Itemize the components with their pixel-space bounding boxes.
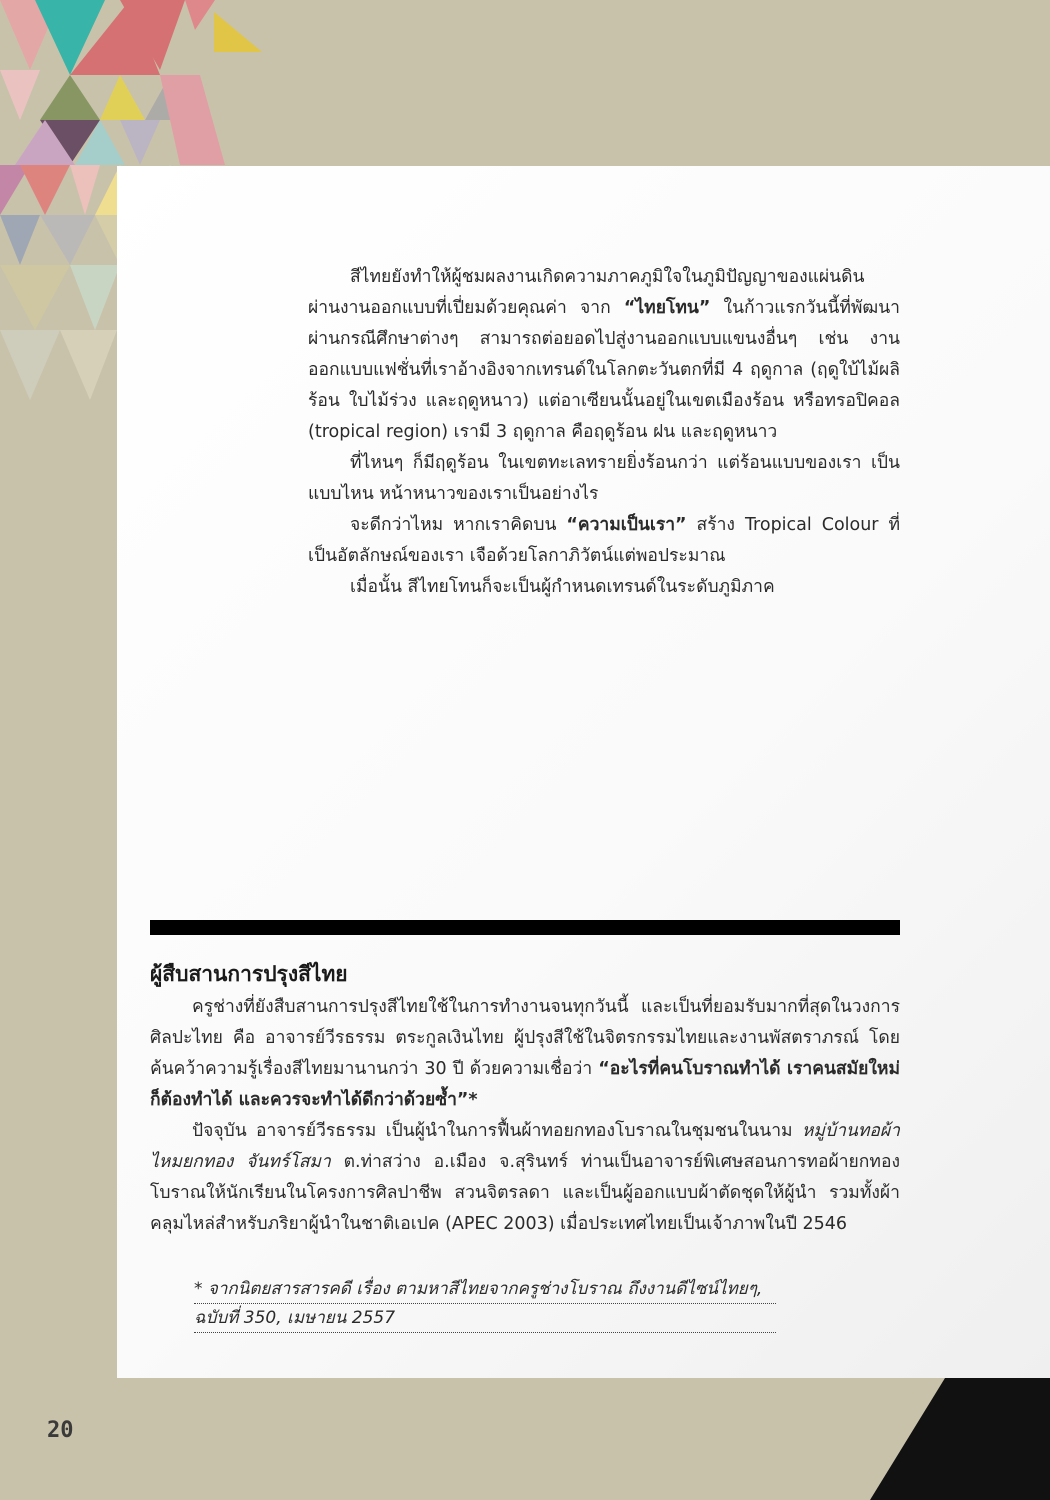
footnote-line-2: ฉบับที่ 350, เมษายน 2557 xyxy=(194,1304,776,1333)
paragraph-2 xyxy=(308,448,900,510)
section-heirs xyxy=(150,958,900,1240)
paragraph-1 xyxy=(308,262,900,448)
italic-text: หมู่บ้านทอผ้าไหมยกทอง จันทร์โสมา xyxy=(150,1121,900,1172)
text-segment: จะดีกว่าไหม หากเราคิดบน xyxy=(350,515,567,535)
paragraph-4 xyxy=(308,572,900,603)
section-heading: ผู้สืบสานการปรุงสีไทย xyxy=(150,962,348,986)
footnote-line-1: * จากนิตยสารสารคดี เรื่อง ตามหาสีไทยจากครูช่างโบราณ ถึงงานดีไซน์ไทยๆ, xyxy=(194,1275,776,1304)
text-segment: ครูช่างที่ยังสืบสานการปรุงสีไทยใช้ในการทำงานจนทุกวันนี้ และเป็นที่ยอมรับมากที่สุดในวงการศิลปะไทย คือ อาจารย์วีรธรรม ตระกูลเงินไทย ผู้ปรุงสีใช้ในจิตรกรรมไทยและงานพัสตราภรณ์ โดยค้นคว้าความรู้เรื่องสีไทยมานานกว่า 30 ปี ด้วยความเชื่อว่า xyxy=(150,997,900,1079)
text-segment: ปัจจุบัน อาจารย์วีรธรรม เป็นผู้นำในการฟื้นผ้าทอยกทองโบราณในชุมชนในนาม xyxy=(192,1121,802,1141)
paragraph-3 xyxy=(308,510,900,572)
text-segment: เมื่อนั้น สีไทยโทนก็จะเป็นผู้กำหนดเทรนด์ในระดับภูมิภาค xyxy=(350,577,775,597)
text-segment: สีไทยยังทำให้ผู้ชมผลงานเกิดความภาคภูมิใจในภูมิปัญญาของแผ่นดิน ผ่านงานออกแบบที่เปี่ยมด้วยคุณค่า จาก xyxy=(308,267,865,318)
article-body xyxy=(308,262,900,603)
footnote xyxy=(194,1275,776,1333)
text-segment: ที่ไหนๆ ก็มีฤดูร้อน ในเขตทะเลทรายยิ่งร้อนกว่า แต่ร้อนแบบของเรา เป็นแบบไหน หน้าหนาวของเราเป็นอย่างไร xyxy=(308,453,900,504)
text-segment: ในก้าวแรกวันนี้ที่พัฒนาผ่านกรณีศึกษาต่างๆ สามารถต่อยอดไปสู่งานออกแบบแขนงอื่นๆ เช่น งานออกแบบแฟชั่นที่เราอ้างอิงจากเทรนด์ในโลกตะวันตกที่มี 4 ฤดูกาล (ฤดูใบ้ไม้ผลิ ร้อน ใบไม้ร่วง และฤดูหนาว) แต่อาเซียนนั้นอยู่ในเขตเมืองร้อน หรือทรอปิคอล (tropical region) เรามี 3 ฤดูกาล คือฤดูร้อน ฝน และฤดูหนาว xyxy=(308,298,900,442)
section-paragraph-1 xyxy=(150,992,900,1116)
page-number: 20 xyxy=(47,1418,74,1443)
section-divider-bar xyxy=(150,920,900,935)
emphasis-text: “ไทยโทน” xyxy=(623,298,711,318)
emphasis-text: “ความเป็นเรา” xyxy=(566,515,687,535)
text-segment: ต.ท่าสว่าง อ.เมือง จ.สุรินทร์ ท่านเป็นอาจารย์พิเศษสอนการทอผ้ายกทองโบราณให้นักเรียนในโครงการศิลปาชีพ สวนจิตรลดา และเป็นผู้ออกแบบผ้าตัดชุดให้ผู้นำ รวมทั้งผ้าคลุมไหล่สำหรับภริยาผู้นำในชาติเอเปค (APEC 2003) เมื่อประเทศไทยเป็นเจ้าภาพในปี 2546 xyxy=(150,1152,900,1234)
text-segment: สร้าง Tropical Colour ที่เป็นอัตลักษณ์ของเรา เจือด้วยโลกาภิวัตน์แต่พอประมาณ xyxy=(308,515,900,566)
section-paragraph-2 xyxy=(150,1116,900,1240)
quote-text: “อะไรที่คนโบราณทำได้ เราคนสมัยใหม่ก็ต้องทำได้ และควรจะทำได้ดีกว่าด้วยซ้ำ”* xyxy=(150,1059,901,1110)
